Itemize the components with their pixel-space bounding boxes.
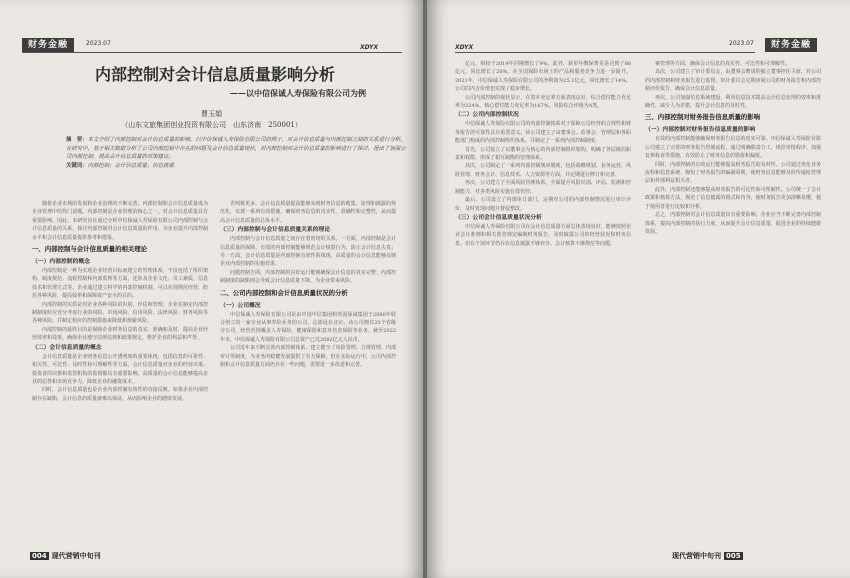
paragraph: 内部控制与会计信息质量之间存在着密切的关系。一方面，内部控制是会计信息质量的保障，有效的内部控制能够规范会计核算行为，防止会计信息失真；另一方面，会计信息质量是内部控制有效性的体现，高质量的会计信息能够反映企业内部控制的实施效果。 — [220, 236, 396, 268]
article-subtitle: ——以中信保诚人寿保险有限公司为例 — [230, 88, 366, 98]
paragraph: 此外，内部控制还能够提高财务报告的可比性和可理解性。公司统一了会计政策和核算方法，规范了信息披露的格式和内容，使财务报告更加清晰易懂，便于使用者进行比较和分析。 — [645, 186, 821, 210]
paragraph: 中信保诚人寿保险有限公司是由中国中信集团和英国保诚集团于2000年联合创立的一家专业从事寿险业务的公司，总部设在北京。该公司拥有23个省级分公司，经营范围覆盖人寿保险、健康保险和意外伤害保险等业务。截至2022年末，中信保诚人寿保险有限公司总资产已达2082亿元人民币。 — [220, 311, 396, 343]
paragraph: 公司近年来不断完善内部控制体系，建立健全了风险管理、合规管理、内部审计等制度，为业务的稳健发展提供了有力保障。但在实际运行中，公司内部控制和会计信息质量方面仍存在一些问题，需要进一步改进和完善。 — [220, 345, 396, 369]
issue-number-right: 2023.07 — [729, 40, 754, 47]
footer-left — [30, 551, 101, 561]
paragraph: 再次，公司建立了全面风险管理体系，全面提升风险识别、评估、监测和控制能力，对各类风险实施有效管控。 — [455, 180, 631, 195]
abstract-text: 本文介绍了内部控制对会计信息质量的影响，以中信保诚人寿保险有限公司的例子，对会计信息质量与内部控制之间的关系进行分析。在研究中，基于相关数据分析了公司内部控制中存在的问题及会计信息质量现状，对内部控制对会计信息质量的影响进行了探讨，提出了加强公司内部控制、提高会计信息质量的对策建议。 — [66, 137, 406, 161]
paragraph: 中信保诚人寿保险有限公司的内部控制体系对于保障公司经营的合规性和财务报告的可靠性具有重要意义。该公司建立了由董事会、监事会、管理层和各职能部门构成的内部控制组织体系，并制定了一系列内部控制制度。 — [455, 121, 631, 145]
section-heading: （三）公司会计信息质量状况分析 — [455, 214, 542, 221]
paragraph: 再次，公司加强信息系统建设，利用信息技术提高会计信息处理的效率和准确性，减少人为差错，提升会计信息的及时性。 — [645, 94, 821, 110]
footer-journal-left: 现代营销中旬刊 — [51, 552, 101, 560]
journal-mark-right: XDYX — [455, 44, 474, 51]
paragraph: 会计信息质量是企业财务信息公开透明度的重要体现，包括信息的可靠性、相关性、可比性、及时性和可理解性等方面。会计信息质量对企业的经营决策、投资者的决策和监管机构的监督都具有重要影响。高质量的会计信息能够提高企业的信誉和市场竞争力，降低企业的融资成本。 — [32, 353, 208, 385]
paragraph: 其次，公司建立了审计委员会，由董事会聘请的独立董事担任主席，对公司的内部控制和财务报告进行监督。审计委员会定期审阅公司的财务报告和内部控制评价报告，确保会计信息质量。 — [645, 69, 821, 93]
section-heading: （一）内部控制的概念 — [32, 259, 90, 266]
article-title: 内部控制对会计信息质量影响分析 — [94, 65, 335, 84]
author-affiliation: （山东文旅集团创业投资有限公司 山东济南 250001） — [121, 121, 302, 129]
issue-number: 2023.07 — [86, 40, 111, 47]
paragraph: 同时，内部控制的有效运行能够提高财务报告的及时性。公司通过优化业务流程和信息系统，缩短了财务报告的编制周期，使财务信息能够及时传递给管理层和外部利益相关者。 — [645, 161, 821, 185]
section-heading: （二）公司内部控制状况 — [455, 112, 519, 119]
right-page — [427, 0, 850, 578]
paragraph: 最后，公司设立了内部审计部门，定期对公司的内部控制情况进行审计评价，及时发现问题并督促整改。 — [455, 197, 631, 212]
section-heading: 二、公司内部控制和会计信息质量状况的分析 — [220, 288, 348, 297]
section-heading: 一、内部控制与会计信息质量的相关理论 — [32, 245, 148, 254]
paragraph: 案管理等方面，确保会计信息的真实性、可比性和可理解性。 — [655, 61, 791, 67]
left-column-2 — [220, 200, 396, 540]
journal-mark: XDYX — [360, 44, 379, 51]
paragraph: 首先，公司设立了以董事会为核心的内部控制组织架构，明确了各层级的职责和权限，形成了相互制衡的管理体系。 — [455, 146, 631, 162]
header-rule-right — [455, 52, 755, 53]
section-heading: 三、内部控制对财务报告信息质量的影响 — [645, 113, 761, 122]
paragraph: 亿元，相较于2019年同期增长了9%。此外，新单年缴保费更是达到了88亿元，同比增长了20%，在全国保险市场上的产品和服务竞争力进一步提升。2021年，中信保诚人寿保险有限公司的净利润为25.1亿元，同比增长了14%。公司的内含价值也实现了稳步增长。 — [455, 61, 631, 93]
paragraph: 否则将更多。会计信息质量提高能够实现财务信息的收集、处理和披露的规范化，实现一系列有效措施，确保财务信息的真实性、准确性和完整性，从而提高会计信息质量的总体水平。 — [220, 201, 396, 224]
paragraph: 有效的内部控制能够确保财务报告信息的真实可靠。中信保诚人寿保险有限公司建立了完善的财务报告控制流程，通过明确职责分工、规范审批程序、加强复核检查等措施，有效防止了财务信息的错报和漏报。 — [645, 136, 821, 160]
keywords-text: 内部控制；会计信息质量；信息披露 — [87, 162, 174, 169]
keywords-label: 关键词： — [66, 162, 88, 169]
abstract-label: 摘 要： — [66, 137, 88, 143]
paragraph: 内部控制是一种为实现企业经营目标而建立的管理体系，不仅包括了组织架构、制度规范、流程控制和内部监督等方面，还涉及企业文化、员工素质、信息技术和管理方式等。企业通过建立科学的内部控制机制，可以实现规范经营，防范各种风险，提高效率和保障资产安全的目的。 — [32, 268, 208, 300]
abstract — [66, 136, 406, 170]
page-number-left: 004 — [32, 552, 47, 560]
paragraph: 内部控制的实质是对企业各种风险的识别、评估和管理。企业在制定内部控制制度时应充分考虑行业的风险、市场风险、信用风险、法律风险、财务风险等各种风险，并制定相应的控制措施来降低和规避风险。 — [32, 301, 208, 325]
paragraph: 总之，内部控制对会计信息质量具有重要影响。企业应当不断完善内部控制体系，提高内部控制的执行力度，从而提升会计信息质量，促进企业的持续健康发展。 — [645, 212, 821, 235]
paragraph: 内部控制的最终目的是保障企业财务信息的真实、准确和及时，提高企业经营效率和效果，确保企业遵守法律法规和政策规定，维护企业的利益和声誉。 — [32, 326, 208, 342]
paragraph: 中信保诚人寿保险有限公司在会计信息质量方面总体表现良好，能够按照企业会计准则和相关监管规定编制财务报告，及时披露公司的经营状况和财务信息。但在个别环节仍存在信息披露不够充分、会计核算不够规范等问题。 — [455, 223, 631, 247]
author-name: 曹玉娟 — [201, 110, 222, 118]
header-rule — [22, 52, 402, 53]
section-heading: （一）公司概况 — [220, 302, 261, 309]
right-column-1 — [455, 60, 631, 540]
paragraph: 问题控制方面，内部控制的良好运行能够确保会计信息的真实完整；内部控制制度的缺陷则会导致会计信息质量下降，为企业带来风险。 — [220, 269, 396, 285]
paragraph: 公司内部控制的现状显示，在资本充足率方面表现良好，综合偿付能力充足率为224%，核心偿付能力充足率为167%，风险综合评级为A类。 — [455, 94, 631, 110]
right-column-2 — [645, 60, 821, 540]
section-heading: （二）会计信息质量的概念 — [32, 344, 102, 351]
column-tag-right: 财务金融 — [765, 38, 817, 52]
column-tag: 财务金融 — [22, 38, 74, 52]
page-number-right: 005 — [726, 552, 741, 560]
left-page — [0, 0, 423, 578]
left-column-1 — [32, 200, 208, 540]
footer-right — [672, 551, 743, 561]
section-heading: （一）内部控制对财务报告信息质量的影响 — [645, 127, 756, 134]
paragraph: 同时，会计信息质量也是企业内部控制有效性的直接反映。如果企业内部控制存在缺陷，会计信息的质量就难以保证，从而影响企业的健康发展。 — [32, 387, 208, 402]
paragraph: 其次，公司制定了一系列内部控制规章制度，包括战略规划、业务运营、风险管理、财务会计、信息技术、人力资源等方面，并定期进行修订和完善。 — [455, 163, 631, 178]
footer-journal-right: 现代营销中旬刊 — [672, 552, 721, 560]
paragraph: 随着企业市场的发展和企业治理的不断完善，内部控制和会计信息质量成为企业管理中的热门话题。内部控制是企业管理的核心之一，对会计信息质量具有重要影响。因此，本研究旨在通过分析中信保诚人寿保险有限公司内部控制与会计信息质量的关系，探讨内部控制对会计信息质量的作用，为企业提升内部控制水平和会计信息质量提供参考和借鉴。 — [32, 201, 208, 241]
section-heading: （三）内部控制与会计信息质量关系的理论 — [220, 227, 331, 234]
